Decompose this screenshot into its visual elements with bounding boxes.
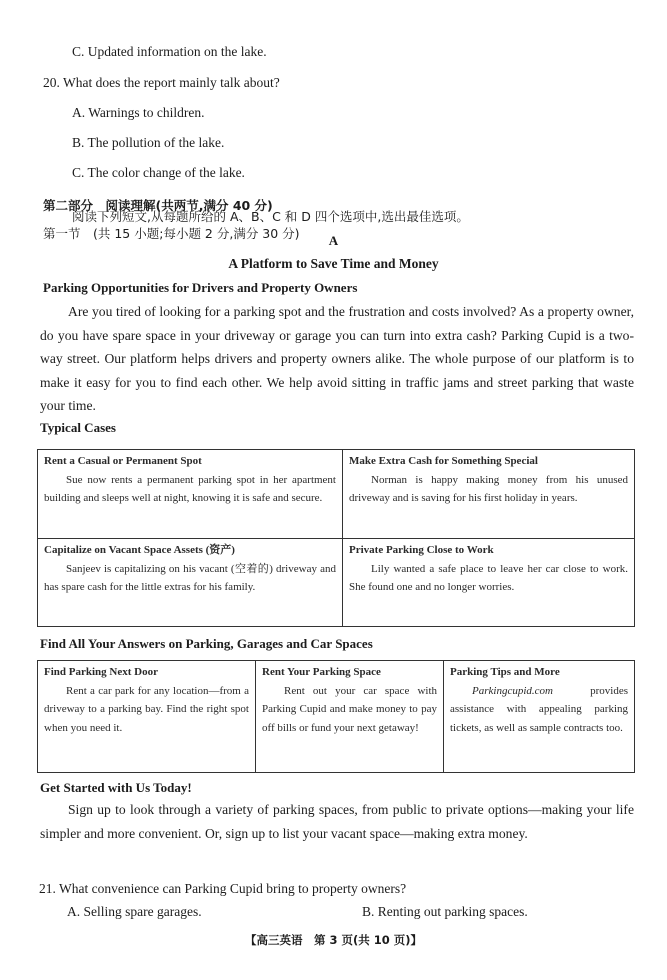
q20-option-b: B. The pollution of the lake. — [72, 135, 225, 150]
answer-cell: Parking Tips and More Parkingcupid.com provides assistance with appealing parking tickets, as well as sample contracts too. — [444, 661, 635, 773]
passage-title: A Platform to Save Time and Money — [228, 256, 439, 271]
q20-question: 20. What does the report mainly talk about? — [43, 75, 280, 90]
prev-question-option-c: C. Updated information on the lake. — [72, 44, 267, 59]
typical-cases-table — [37, 449, 635, 627]
heading-get-started: Get Started with Us Today! — [40, 780, 192, 795]
heading-find-answers: Find All Your Answers on Parking, Garages and Car Spaces — [40, 636, 373, 651]
answer-cell: Rent Your Parking Space Rent out your car space with Parking Cupid and make money to pay off bills or fund your next getaway! — [256, 661, 444, 773]
instructions: 阅读下列短文,从每题所给的 A、B、C 和 D 四个选项中,选出最佳选项。 — [72, 209, 469, 224]
answer-cell: Find Parking Next Door Rent a car park for any location—from a driveway to a parking bay. Find the right spot when you need it. — [38, 661, 256, 773]
heading-parking-opportunities: Parking Opportunities for Drivers and Property Owners — [43, 280, 358, 295]
subsection-title: 第一节 (共 15 小题;每小题 2 分,满分 30 分) — [43, 226, 300, 241]
q21-option-b: B. Renting out parking spaces. — [362, 904, 528, 919]
part-title: 第二部分 阅读理解(共两节,满分 40 分) — [43, 198, 273, 213]
paragraph-intro: Are you tired of looking for a parking spot and the frustration and costs involved? As a property owner, do you have spare space in your driveway or garage you can turn into extra cash? Parking Cupid is a two-way street. Our platform helps drivers and property owners alike. The whole purpose of our platform is to make it easy for you to find each other. We help avoid sitting in traffic jams and street parking that waste your time. — [40, 304, 634, 413]
case-cell: Rent a Casual or Permanent Spot Sue now rents a permanent parking spot in her apartment building and sleeps well at night, knowing it is safe and secure. — [38, 450, 343, 539]
paragraph-get-started: Sign up to look through a variety of parking spaces, from public to private options—making your life simpler and more convenient. Or, sign up to list your vacant space—making extra money. — [40, 802, 634, 841]
q21-option-a: A. Selling spare garages. — [67, 904, 202, 919]
passage-label: A — [328, 233, 339, 248]
page-footer: 【高三英语 第 3 页(共 10 页)】 — [244, 933, 423, 947]
answers-table — [37, 660, 635, 773]
case-cell: Capitalize on Vacant Space Assets (资产) Sanjeev is capitalizing on his vacant (空着的) driveway and has spare cash for the little extras for his family. — [38, 539, 343, 627]
case-cell: Private Parking Close to Work Lily wanted a safe place to leave her car close to work. She found one and no longer worries. — [343, 539, 635, 627]
q20-option-c: C. The color change of the lake. — [72, 165, 245, 180]
q21-question: 21. What convenience can Parking Cupid bring to property owners? — [39, 881, 407, 896]
q20-option-a: A. Warnings to children. — [72, 105, 205, 120]
heading-typical-cases: Typical Cases — [40, 420, 116, 435]
case-cell: Make Extra Cash for Something Special Norman is happy making money from his unused driveway and is saving for his first holiday in years. — [343, 450, 635, 539]
